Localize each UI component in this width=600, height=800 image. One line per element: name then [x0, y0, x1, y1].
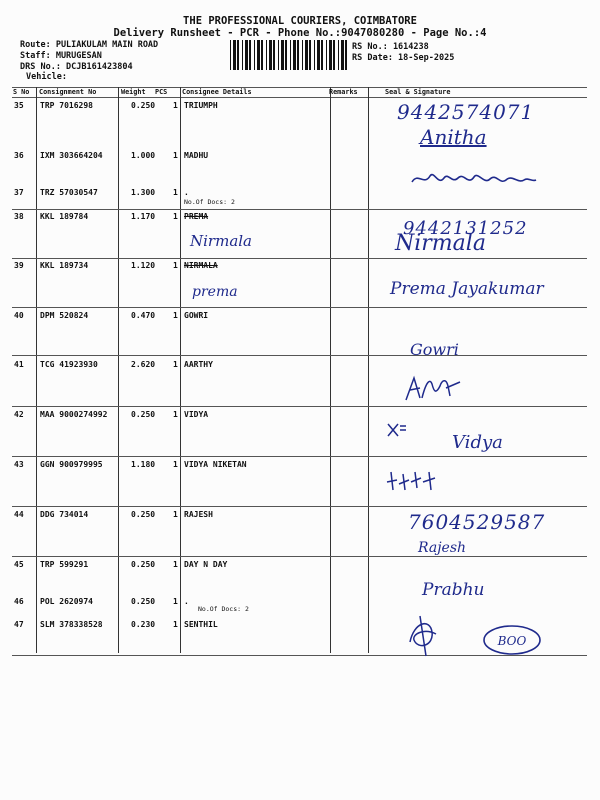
row-consignment: SLM 378338528: [40, 620, 103, 629]
barcode-bar: [249, 40, 251, 70]
barcode-bar: [293, 40, 296, 70]
row-separator: [12, 406, 587, 407]
document-title: THE PROFESSIONAL COURIERS, COIMBATORE: [183, 15, 417, 27]
handwritten-signature: Prabhu: [422, 580, 485, 600]
col-header-pcs: PCS: [155, 88, 168, 96]
row-sno: 36: [14, 151, 24, 160]
row-weight: 1.300: [131, 188, 156, 197]
barcode-bar: [345, 40, 347, 70]
row-weight: 0.250: [131, 597, 156, 606]
row-sno: 35: [14, 101, 24, 110]
row-consignee: RAJESH: [184, 510, 213, 519]
row-consignee: VIDYA NIKETAN: [184, 460, 247, 469]
barcode-bar: [341, 40, 344, 70]
handwritten-signature: Rajesh: [418, 540, 467, 556]
row-weight: 1.000: [131, 151, 156, 160]
row-separator: [12, 355, 587, 356]
row-sno: 43: [14, 460, 24, 469]
row-weight: 0.250: [131, 510, 156, 519]
barcode-bar: [314, 40, 315, 70]
row-sno: 45: [14, 560, 24, 569]
barcode-bar: [309, 40, 311, 70]
row-consignee: TRIUMPH: [184, 101, 218, 110]
col-divider: [36, 87, 37, 653]
row-consignee: PREMA: [184, 212, 209, 221]
row-consignee: MADHU: [184, 151, 209, 160]
stamp-text: BOO: [497, 634, 527, 648]
barcode-bar: [302, 40, 303, 70]
row-weight: 0.250: [131, 560, 156, 569]
row-docs-count: No.Of Docs: 2: [198, 605, 249, 613]
vehicle-label: Vehicle:: [26, 72, 67, 82]
row-pcs: 1: [173, 212, 178, 221]
row-pcs: 1: [173, 510, 178, 519]
handwritten-consignee: prema: [192, 284, 238, 300]
row-weight: 1.120: [131, 261, 156, 270]
row-sno: 42: [14, 410, 24, 419]
row-consignee: SENTHIL: [184, 620, 218, 629]
row-consignment: DPM 520824: [40, 311, 89, 320]
barcode-bar: [305, 40, 308, 70]
row-pcs: 1: [173, 261, 178, 270]
barcode-bar: [257, 40, 260, 70]
row-sno: 47: [14, 620, 24, 629]
handwritten-signature: Vidya: [452, 432, 503, 453]
barcode-image: [230, 40, 348, 70]
barcode-bar: [237, 40, 239, 70]
row-pcs: 1: [173, 460, 178, 469]
row-separator: [12, 456, 587, 457]
row-weight: 0.250: [131, 101, 156, 110]
row-sno: 38: [14, 212, 24, 221]
col-header-seal: Seal & Signature: [385, 88, 451, 96]
handwritten-signature: [408, 168, 548, 190]
barcode-bar: [254, 40, 255, 70]
row-consignment: KKL 189784: [40, 212, 89, 221]
handwritten-signature: Nirmala: [395, 231, 486, 256]
row-docs-count: No.Of Docs: 2: [184, 198, 235, 206]
row-consignment: KKL 189734: [40, 261, 89, 270]
row-consignment: TRP 599291: [40, 560, 89, 569]
row-weight: 0.250: [131, 410, 156, 419]
barcode-bar: [285, 40, 287, 70]
row-consignment: IXM 303664204: [40, 151, 103, 160]
col-divider: [118, 87, 119, 653]
row-consignee: VIDYA: [184, 410, 209, 419]
row-separator: [12, 506, 587, 507]
row-consignee: .: [184, 597, 189, 606]
row-separator: [12, 307, 587, 308]
col-header-weight: Weight: [121, 88, 146, 96]
handwritten-signature: Prema Jayakumar: [390, 279, 544, 299]
route-label: Route: PULIAKULAM MAIN ROAD: [20, 40, 159, 50]
row-consignment: MAA 9000274992: [40, 410, 108, 419]
col-header-sno: S No: [13, 88, 30, 96]
col-header-consignee: Consignee Details: [182, 88, 252, 96]
handwritten-signature: [402, 372, 464, 404]
barcode-bar: [326, 40, 327, 70]
row-separator: [12, 258, 587, 259]
barcode-bar: [329, 40, 332, 70]
row-pcs: 1: [173, 560, 178, 569]
barcode-bar: [278, 40, 279, 70]
row-consignee: AARTHY: [184, 360, 213, 369]
barcode-bar: [338, 40, 339, 70]
handwritten-consignee: Nirmala: [190, 232, 252, 250]
document-subtitle: Delivery Runsheet - PCR - Phone No.:9047080280 - Page No.:4: [113, 27, 487, 39]
col-divider: [330, 87, 331, 653]
row-sno: 46: [14, 597, 24, 606]
col-divider: [180, 87, 181, 653]
row-consignment: TRZ 57030547: [40, 188, 98, 197]
handwritten-phone: 9442131252: [403, 218, 528, 239]
barcode-bar: [245, 40, 248, 70]
barcode-bar: [242, 40, 243, 70]
handwritten-mark: [386, 422, 408, 440]
row-sno: 41: [14, 360, 24, 369]
row-weight: 1.170: [131, 212, 156, 221]
barcode-bar: [266, 40, 267, 70]
row-consignment: TCG 41923930: [40, 360, 98, 369]
row-consignment: DDG 734014: [40, 510, 89, 519]
barcode-bar: [321, 40, 323, 70]
row-pcs: 1: [173, 620, 178, 629]
col-header-consignment: Consignment No: [39, 88, 97, 96]
row-pcs: 1: [173, 597, 178, 606]
row-weight: 0.230: [131, 620, 156, 629]
barcode-bar: [273, 40, 275, 70]
barcode-bar: [233, 40, 236, 70]
handwritten-signature: [383, 468, 443, 492]
row-pcs: 1: [173, 410, 178, 419]
col-divider: [368, 87, 369, 653]
row-sno: 44: [14, 510, 24, 519]
col-header-remarks: Remarks: [329, 88, 358, 96]
table-top-border: [12, 87, 587, 88]
row-consignee: .: [184, 188, 189, 197]
barcode-bar: [290, 40, 291, 70]
row-pcs: 1: [173, 151, 178, 160]
row-pcs: 1: [173, 360, 178, 369]
row-consignment: POL 2620974: [40, 597, 93, 606]
rs-date: RS Date: 18-Sep-2025: [352, 53, 455, 63]
row-consignee: DAY N DAY: [184, 560, 228, 569]
row-weight: 0.470: [131, 311, 156, 320]
handwritten-phone: 9442574071: [397, 100, 535, 124]
barcode-bar: [230, 40, 231, 70]
handwritten-signature-and-stamp: [400, 612, 550, 660]
handwritten-signature: Anitha: [420, 125, 487, 149]
drs-number: DRS No.: DCJB161423804: [20, 62, 133, 72]
row-pcs: 1: [173, 101, 178, 110]
row-separator: [12, 556, 587, 557]
row-sno: 39: [14, 261, 24, 270]
row-consignment: TRP 7016298: [40, 101, 93, 110]
handwritten-phone: 7604529587: [408, 510, 546, 534]
row-sno: 37: [14, 188, 24, 197]
rs-number: RS No.: 1614238: [352, 42, 429, 52]
row-consignee: NIRMALA: [184, 261, 218, 270]
row-separator: [12, 209, 587, 210]
barcode-bar: [297, 40, 299, 70]
row-pcs: 1: [173, 311, 178, 320]
row-pcs: 1: [173, 188, 178, 197]
row-weight: 1.180: [131, 460, 156, 469]
barcode-bar: [269, 40, 272, 70]
row-consignment: GGN 900979995: [40, 460, 103, 469]
row-weight: 2.620: [131, 360, 156, 369]
table-header-border: [12, 97, 587, 98]
barcode-bar: [281, 40, 284, 70]
staff-label: Staff: MURUGESAN: [20, 51, 102, 61]
handwritten-signature: Gowri: [410, 340, 459, 359]
barcode-bar: [261, 40, 263, 70]
barcode-bar: [317, 40, 320, 70]
row-sno: 40: [14, 311, 24, 320]
barcode-bar: [333, 40, 335, 70]
row-consignee: GOWRI: [184, 311, 209, 320]
